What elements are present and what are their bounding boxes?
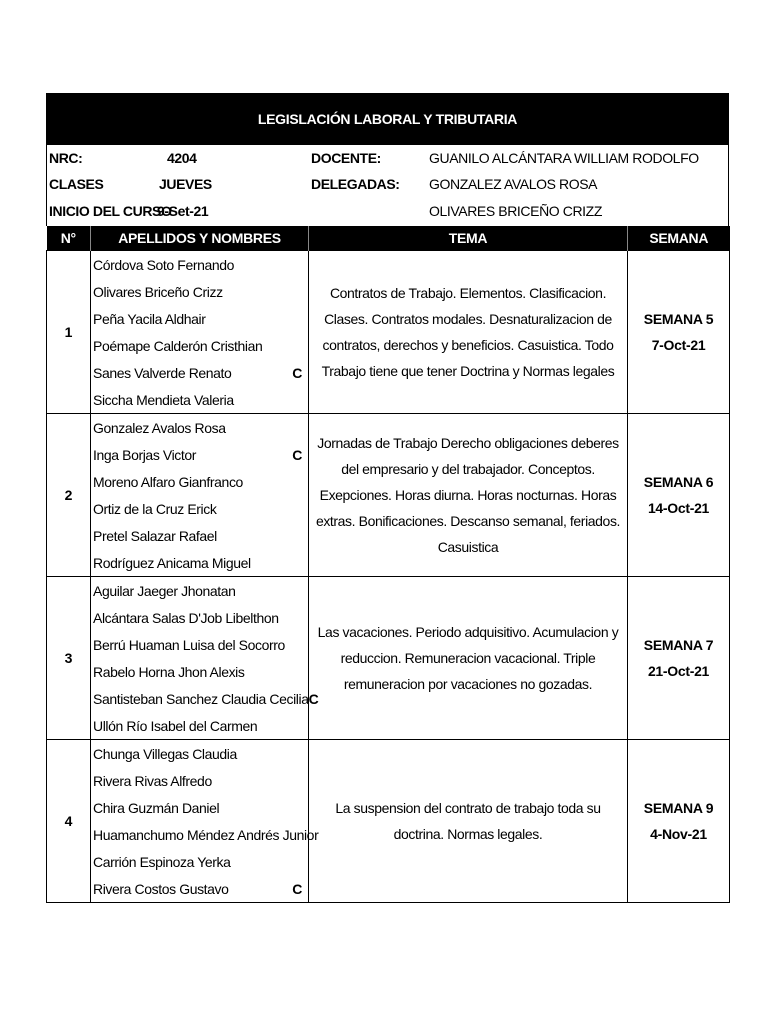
group-topic: Las vacaciones. Periodo adquisitivo. Acumulacion y reduccion. Remuneracion vacacional. Triple remuneracion por vacaciones no gozadas. <box>309 577 628 740</box>
member-row <box>91 495 308 522</box>
docente-value: GUANILO ALCÁNTARA WILLIAM RODOLFO <box>429 150 699 166</box>
member-row <box>91 658 308 685</box>
group-number: 3 <box>47 577 91 740</box>
group-week <box>628 577 730 740</box>
member-name: Rivera Rivas Alfredo <box>93 772 212 789</box>
member-name: Siccha Mendieta Valeria <box>93 391 234 408</box>
coordinator-mark: C <box>292 880 302 897</box>
member-name: Ortiz de la Cruz Erick <box>93 500 217 517</box>
week-date: 14-Oct-21 <box>647 500 710 516</box>
group-members <box>91 251 309 414</box>
table-row <box>47 251 730 414</box>
table-row <box>47 414 730 577</box>
docente-label: DOCENTE: <box>311 150 381 166</box>
member-row <box>91 359 308 386</box>
course-info <box>46 145 729 226</box>
week-date: 7-Oct-21 <box>651 337 706 353</box>
member-name: Poémape Calderón Cristhian <box>93 337 263 354</box>
delegada-2: OLIVARES BRICEÑO CRIZZ <box>429 203 602 219</box>
member-name: Aguilar Jaeger Jhonatan <box>93 582 236 599</box>
member-row <box>91 848 308 875</box>
clases-label: CLASES <box>49 176 104 192</box>
group-topic: Jornadas de Trabajo Derecho obligaciones deberes del empresario y del trabajador. Conceptos. Exepciones. Horas diurna. Horas nocturnas. Horas extras. Bonificaciones. Descanso semanal, feriados. Casuistica <box>309 414 628 577</box>
week-label: SEMANA 9 <box>643 800 714 816</box>
member-name: Berrú Huaman Luisa del Socorro <box>93 636 285 653</box>
member-name: Inga Borjas Victor <box>93 446 197 463</box>
week-label: SEMANA 5 <box>643 311 714 327</box>
week-label: SEMANA 7 <box>643 637 714 653</box>
member-row <box>91 441 308 468</box>
group-topic: Contratos de Trabajo. Elementos. Clasificacion. Clases. Contratos modales. Desnaturalizacion de contratos, derechos y beneficios. Casuistica. Todo Trabajo tiene que tener Doctrina y Normas legales <box>309 251 628 414</box>
member-name: Rivera Costos Gustavo <box>93 880 229 897</box>
member-row <box>91 549 308 576</box>
clases-value: JUEVES <box>159 176 212 192</box>
member-name: Peña Yacila Aldhair <box>93 310 206 327</box>
nrc-value: 4204 <box>167 150 197 166</box>
delegada-1: GONZALEZ AVALOS ROSA <box>429 176 598 192</box>
group-week <box>628 740 730 903</box>
group-members <box>91 740 319 903</box>
member-name: Olivares Briceño Crizz <box>93 283 223 300</box>
inicio-value: 9-Set-21 <box>157 203 209 219</box>
member-row <box>91 414 308 441</box>
member-row <box>91 740 308 767</box>
table-row <box>47 740 730 903</box>
groups-table <box>46 226 730 903</box>
table-row <box>47 577 730 740</box>
coordinator-mark: C <box>292 446 302 463</box>
nrc-label: NRC: <box>49 150 83 166</box>
member-name: Alcántara Salas D'Job Libelthon <box>93 609 279 626</box>
group-number: 4 <box>47 740 91 903</box>
week-date: 21-Oct-21 <box>647 663 710 679</box>
member-row <box>91 278 308 305</box>
member-row <box>91 631 308 658</box>
member-name: Huamanchumo Méndez Andrés Junior <box>93 826 319 843</box>
group-week <box>628 251 730 414</box>
member-name: Rabelo Horna Jhon Alexis <box>93 663 245 680</box>
delegadas-label: DELEGADAS: <box>311 176 400 192</box>
member-name: Córdova Soto Fernando <box>93 256 235 273</box>
member-name: Pretel Salazar Rafael <box>93 527 217 544</box>
member-name: Santisteban Sanchez Claudia Cecilia <box>93 690 309 707</box>
group-number: 1 <box>47 251 91 414</box>
group-members <box>91 414 309 577</box>
column-header-tema: TEMA <box>309 226 628 251</box>
member-row <box>91 251 308 278</box>
coordinator-mark: C <box>308 690 319 707</box>
member-name: Moreno Alfaro Gianfranco <box>93 473 243 490</box>
member-row <box>91 821 319 848</box>
column-header-num: N° <box>47 226 91 251</box>
member-row <box>91 386 308 413</box>
group-topic: La suspension del contrato de trabajo toda su doctrina. Normas legales. <box>309 740 628 903</box>
member-name: Carrión Espinoza Yerka <box>93 853 231 870</box>
member-row <box>91 522 308 549</box>
week-date: 4-Nov-21 <box>650 826 707 842</box>
course-title: LEGISLACIÓN LABORAL Y TRIBUTARIA <box>46 93 729 145</box>
member-row <box>91 685 319 712</box>
group-members <box>91 577 319 740</box>
member-row <box>91 712 308 739</box>
member-name: Chira Guzmán Daniel <box>93 799 220 816</box>
member-row <box>91 767 308 794</box>
member-row <box>91 604 308 631</box>
member-row <box>91 577 308 604</box>
inicio-label: INICIO DEL CURSO <box>49 203 172 219</box>
group-number: 2 <box>47 414 91 577</box>
member-name: Ullón Río Isabel del Carmen <box>93 717 258 734</box>
member-name: Rodríguez Anicama Miguel <box>93 554 251 571</box>
column-header-semana: SEMANA <box>628 226 730 251</box>
group-week <box>628 414 730 577</box>
coordinator-mark: C <box>292 364 302 381</box>
member-row <box>91 875 308 902</box>
week-label: SEMANA 6 <box>643 474 714 490</box>
course-sheet <box>46 93 729 903</box>
column-header-names: APELLIDOS Y NOMBRES <box>91 226 309 251</box>
member-row <box>91 468 308 495</box>
member-row <box>91 305 308 332</box>
member-name: Gonzalez Avalos Rosa <box>93 419 226 436</box>
member-row <box>91 332 308 359</box>
member-name: Sanes Valverde Renato <box>93 364 232 381</box>
member-name: Chunga Villegas Claudia <box>93 745 237 762</box>
table-header-row <box>47 226 730 251</box>
member-row <box>91 794 308 821</box>
